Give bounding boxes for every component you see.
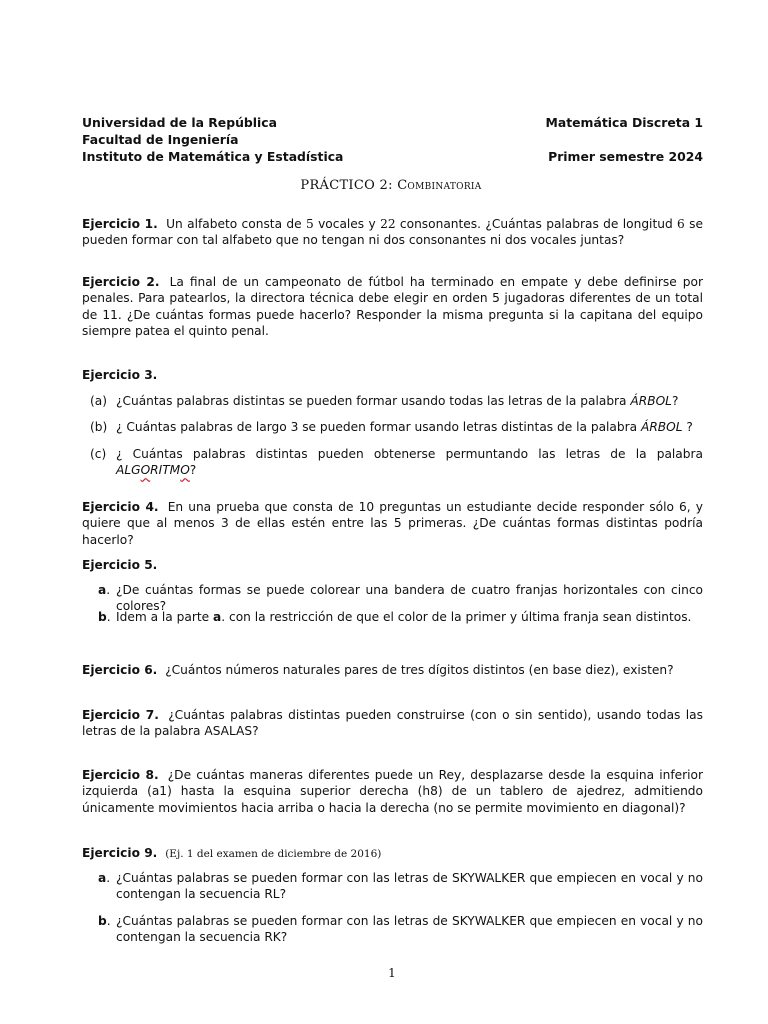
course-name: Matemática Discreta 1 (545, 115, 703, 130)
spellcheck-mark: O (140, 463, 151, 478)
item-text: ¿Cuántas palabras se pueden formar con las letras de SKYWALKER que empiecen en vocal y no contengan la secuencia RL? (116, 871, 703, 902)
item-marker: b (98, 610, 107, 624)
item-marker: (c) (90, 447, 107, 461)
exercise-2 (82, 274, 703, 340)
exercise-7-text: ¿Cuántas palabras distintas pueden construirse (con o sin sentido), usando todas las letras de la palabra ASALAS? (82, 708, 703, 739)
item-marker: a (98, 871, 107, 885)
exercise-1-num-length: 6 (677, 217, 685, 231)
exercise-3 (82, 367, 703, 383)
exercise-1-num-consonants: 22 (380, 217, 396, 231)
exercise-1-text-a: Un alfabeto consta de (166, 217, 306, 231)
item-text: Idem a la parte (116, 610, 214, 624)
exercise-1-text-d: se pueden formar con tal alfabeto que no tengan ni dos consonantes ni dos vocales juntas? (82, 217, 703, 248)
word-part: RITM (150, 463, 181, 478)
item-marker: a (98, 583, 107, 597)
exercise-1-label: Ejercicio 1. (82, 217, 158, 231)
exercise-2-label: Ejercicio 2. (82, 275, 160, 289)
item-ref: a (213, 610, 222, 624)
exercise-9 (82, 845, 703, 862)
item-text: ¿Cuántas palabras se pueden formar con las letras de SKYWALKER que empiecen en vocal y no contengan la secuencia RK? (116, 914, 703, 945)
spellcheck-mark: O (180, 463, 190, 478)
item-word: ÁRBOL (630, 394, 672, 408)
item-text: ¿De cuántas formas se puede colorear una bandera de cuatro franjas horizontales con cinco colores? (116, 583, 703, 614)
exercise-9-label: Ejercicio 9. (82, 846, 158, 860)
exercise-6-label: Ejercicio 6. (82, 663, 158, 677)
exercise-1 (82, 216, 703, 249)
exercise-1-text-c: consonantes. ¿Cuántas palabras de longitud (395, 217, 678, 231)
item-word: ÁRBOL (641, 420, 683, 434)
item-text: ¿ Cuántas palabras distintas pueden obtenerse permuntando las letras de la palabra (116, 447, 703, 461)
item-word (116, 463, 190, 477)
exercise-1-text-b: vocales y (313, 217, 381, 231)
exercise-9-note: (Ej. 1 del examen de diciembre de 2016) (165, 848, 382, 860)
institute-name: Instituto de Matemática y Estadística (82, 149, 344, 164)
exercise-7-label: Ejercicio 7. (82, 708, 159, 722)
exercise-8-text: ¿De cuántas maneras diferentes puede un Rey, desplazarse desde la esquina inferior izquierda (a1) hasta la esquina superior derecha (h8) de un tablero de ajedrez, admitiendo únicamente movimientos hacia arriba o hacia la derecha (no se permite movimiento en diagonal)? (82, 768, 704, 815)
exercise-1-num-vowels: 5 (305, 217, 314, 231)
item-text-end: . con la restricción de que el color de la primer y última franja sean distintos. (221, 610, 692, 624)
title-prefix: PRÁCTICO 2: (300, 178, 398, 193)
item-marker: b (98, 914, 107, 928)
exercise-8 (82, 767, 703, 816)
item-text-end: ? (671, 394, 679, 408)
item-marker: (b) (90, 420, 108, 434)
item-marker: (a) (90, 394, 107, 408)
title-name: Combinatoria (397, 178, 482, 193)
exercise-5 (82, 557, 703, 573)
exercise-4-label: Ejercicio 4. (82, 500, 159, 514)
page-number: 1 (388, 966, 396, 980)
exercise-2-text: La final de un campeonato de fútbol ha terminado en empate y debe definirse por penales. Para patearlos, la directora técnica debe elegir en orden 5 jugadoras diferentes de un total de 11. ¿De cuántas formas puede hacerlo? Responder la misma pregunta si la capitana del equipo siempre patea el quinto penal. (82, 275, 704, 339)
item-text-end: ? (682, 420, 693, 434)
item-text: ¿ Cuántas palabras de largo 3 se pueden formar usando letras distintas de la palabra (116, 420, 641, 434)
word-part: ALG (116, 463, 141, 478)
faculty-name: Facultad de Ingeniería (82, 132, 239, 147)
exercise-7 (82, 707, 703, 740)
document-page: Universidad de la República Facultad de Ingeniería Instituto de Matemática y Estadística Matemática Discreta 1 Primer semestre 2024 PRÁCTICO 2: Combinatoria Ejercicio 1. Un alfabeto consta de 5 vocales y 22 consonantes. ¿Cuántas palabras de longitud 6 se pueden formar con tal alfabeto que no tengan ni dos consonantes ni dos vocales juntas? Ejercicio 2. La final de un campeonato de fútbol ha terminado en empate y debe definirse por penales. Para patearlos, la directora técnica debe elegir en orden 5 jugadoras diferentes de un total de 11. ¿De cuántas formas puede hacerlo? Responder la misma pregunta si la capitana del equipo siempre patea el quinto penal. Ejercicio 3. (a) ¿Cuántas palabras distintas se pueden formar usando todas las letras de la palabra ÁRBOL? (b) ¿ Cuántas palabras de largo 3 se pueden formar usando letras distintas de la palabra ÁRBOL ? (c) ¿ Cuántas palabras distintas pueden obtenerse permuntando las letras de la palabra ALGORITMO? Ejercicio 4. En una prueba que consta de 10 preguntas un estudiante decide responder sólo 6, y quiere que al menos 3 de ellas estén entre las 5 primeras. ¿De cuántas formas distintas podría hacerlo? Ejercicio 5. a. ¿De cuántas formas se puede colorear una bandera de cuatro franjas horizontales con cinco colores? b. Idem a la parte a. con la restricción de que el color de la primer y última franja sean distintos. Ejercicio 6. ¿Cuántos números naturales pares de tres dígitos distintos (en base diez), existen? Ejercicio 7. ¿Cuántas palabras distintas pueden construirse (con o sin sentido), usando todas las letras de la palabra ASALAS? Ejercicio 8. ¿De cuántas maneras diferentes puede un Rey, desplazarse desde la esquina inferior izquierda (a1) hasta la esquina superior derecha (h8) de un tablero de ajedrez, admitiendo únicamente movimientos hacia arriba o hacia la derecha (no se permite movimiento en diagonal)? Ejercicio 9. (Ej. 1 del examen de diciembre de 2016) a. ¿Cuántas palabras se pueden formar con las letras de SKYWALKER que empiecen en vocal y no contengan la secuencia RL? b. ¿Cuántas palabras se pueden formar con las letras de SKYWALKER que empiecen en vocal y no contengan la secuencia RK? 1 (0, 0, 768, 1024)
item-text-end: ? (189, 463, 197, 478)
university-name: Universidad de la República (82, 115, 277, 130)
exercise-6 (82, 662, 703, 678)
semester-label: Primer semestre 2024 (548, 149, 703, 164)
exercise-3-label: Ejercicio 3. (82, 368, 158, 382)
item-text: ¿Cuántas palabras distintas se pueden formar usando todas las letras de la palabra (116, 394, 631, 408)
exercise-4 (82, 499, 703, 548)
page-title (0, 178, 768, 193)
exercise-6-text: ¿Cuántos números naturales pares de tres dígitos distintos (en base diez), existen? (165, 663, 674, 677)
exercise-8-label: Ejercicio 8. (82, 768, 159, 782)
exercise-5-label: Ejercicio 5. (82, 558, 158, 572)
exercise-4-text: En una prueba que consta de 10 preguntas un estudiante decide responder sólo 6, y quiere que al menos 3 de ellas estén entre las 5 primeras. ¿De cuántas formas distintas podría hacerlo? (82, 500, 703, 547)
